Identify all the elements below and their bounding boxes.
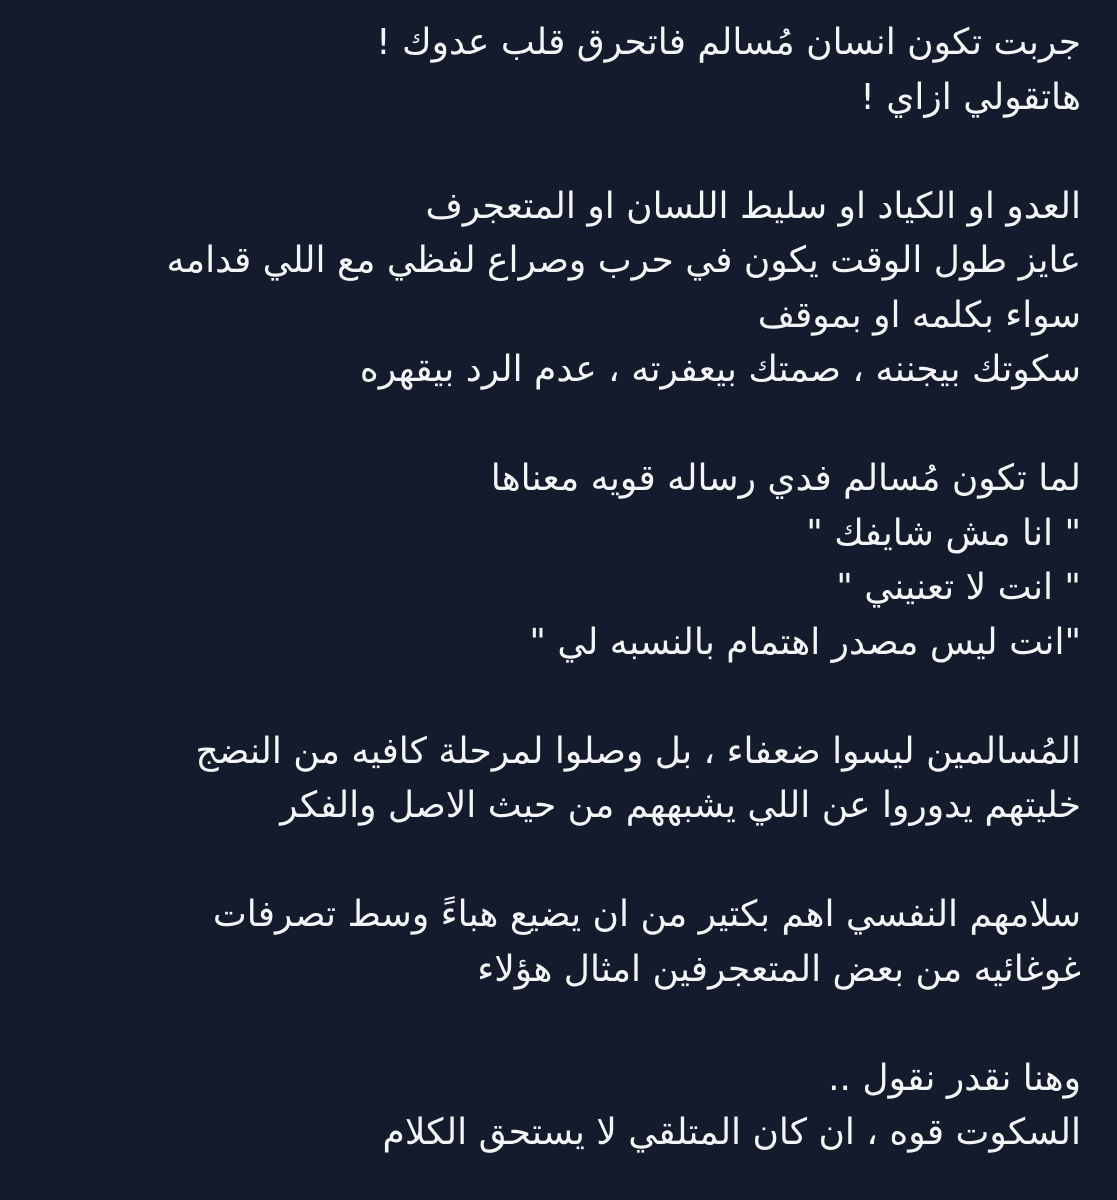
text-line: سلامهم النفسي اهم بكتير من ان يضيع هباءً وسط تصرفات bbox=[212, 894, 1081, 935]
blank-line bbox=[31, 670, 1081, 725]
text-line: جربت تكون انسان مُسالم فاتحرق قلب عدوك ! bbox=[376, 22, 1081, 63]
text-line: خليتهم يدوروا عن اللي يشبههم من حيث الاصل والفكر bbox=[280, 785, 1081, 826]
blank-line bbox=[31, 125, 1081, 180]
post-text bbox=[31, 16, 1081, 1161]
text-line: "انت ليس مصدر اهتمام بالنسبه لي " bbox=[529, 621, 1081, 663]
text-line: السكوت قوه ، ان كان المتلقي لا يستحق الكلام bbox=[382, 1112, 1081, 1153]
text-line: عايز طول الوقت يكون في حرب وصراع لفظي مع اللي قدامه bbox=[166, 240, 1081, 281]
text-line: غوغائيه من بعض المتعجرفين امثال هؤلاء bbox=[477, 948, 1081, 990]
text-line: المُسالمين ليسوا ضعفاء ، بل وصلوا لمرحلة كافيه من النضج bbox=[195, 730, 1081, 772]
text-line: سواء بكلمه او بموقف bbox=[757, 294, 1081, 336]
blank-line bbox=[31, 997, 1081, 1052]
text-line: هاتقولي ازاي ! bbox=[860, 76, 1081, 118]
text-line: " انت لا تعنيني " bbox=[836, 567, 1081, 608]
text-line: سكوتك بيجننه ، صمتك بيعفرته ، عدم الرد بيقهره bbox=[359, 349, 1081, 390]
blank-line bbox=[31, 834, 1081, 889]
text-line: وهنا نقدر نقول .. bbox=[828, 1057, 1081, 1099]
text-line: " انا مش شايفك " bbox=[806, 512, 1081, 554]
text-line: العدو او الكياد او سليط اللسان او المتعجرف bbox=[425, 185, 1081, 227]
text-line: لما تكون مُسالم فدي رساله قويه معناها bbox=[490, 458, 1081, 499]
blank-line bbox=[31, 398, 1081, 453]
